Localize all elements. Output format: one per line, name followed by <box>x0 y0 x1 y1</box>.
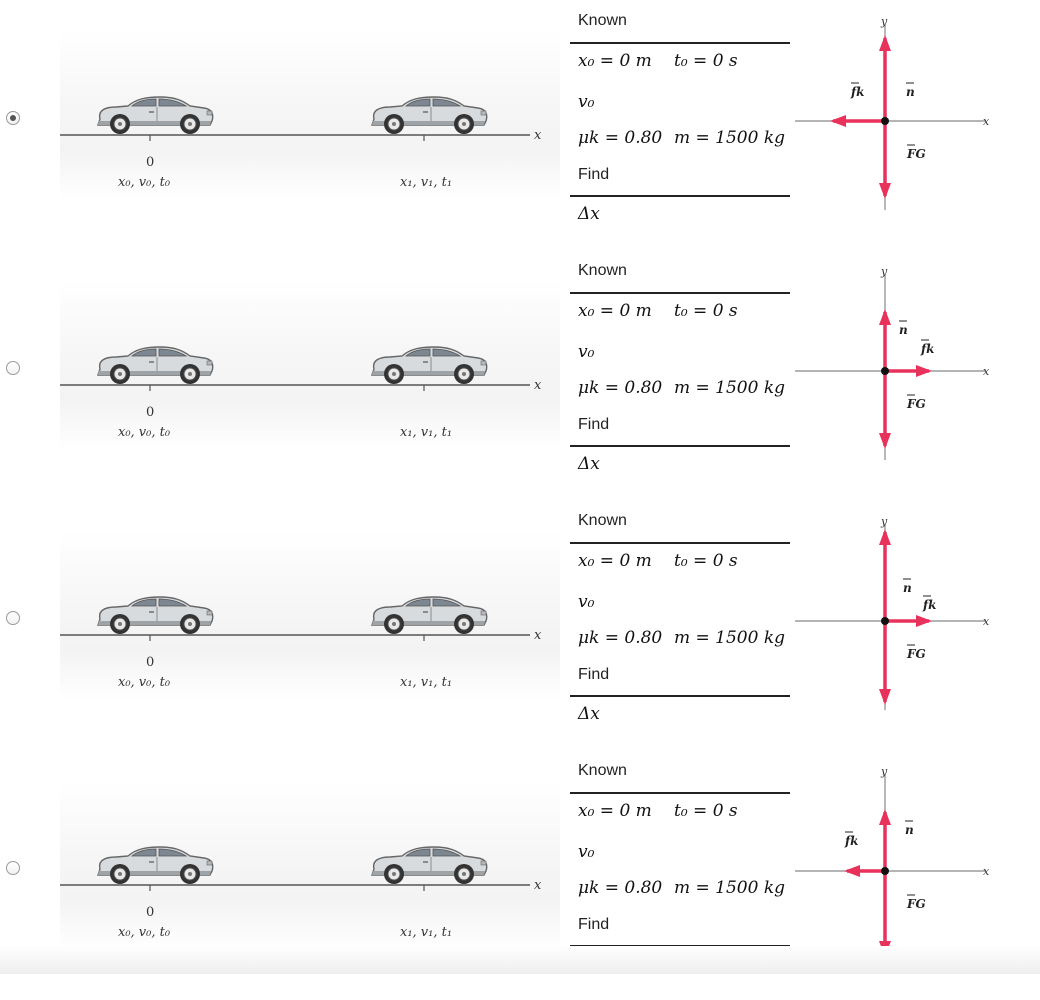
fbd-x-label: x <box>983 865 990 878</box>
gravity-force-arrow <box>879 871 891 957</box>
known-find-table <box>570 250 790 480</box>
fbd-y-label: y <box>881 515 888 528</box>
delta-x-value: Δx <box>578 204 600 224</box>
mass-value: m = 1500 kg <box>674 378 786 398</box>
radio-option-d[interactable] <box>6 861 20 875</box>
delta-x-value: Δx <box>578 454 600 474</box>
friction-force-label: fk <box>923 598 937 612</box>
fbd-x-label: x <box>983 365 990 378</box>
x0-value: x₀ = 0 m <box>578 551 652 571</box>
gravity-force-label: FG <box>907 397 926 411</box>
t0-value: t₀ = 0 s <box>674 551 738 571</box>
free-body-diagram-drawing <box>795 760 995 960</box>
car-initial <box>98 597 213 634</box>
car-final <box>372 847 487 884</box>
free-body-diagram-drawing <box>795 260 995 460</box>
x-axis-label: x <box>534 628 542 643</box>
find-divider <box>570 195 790 197</box>
gravity-force-arrow <box>879 621 891 705</box>
motion-diagram <box>60 30 560 200</box>
delta-x-value: Δx <box>578 704 600 724</box>
initial-state-label: x₀, v₀, t₀ <box>118 425 171 440</box>
normal-force-label: n <box>903 581 912 595</box>
car-final <box>372 597 487 634</box>
fbd-object-dot <box>881 867 889 875</box>
t0-value: t₀ = 0 s <box>674 51 738 71</box>
motion-diagram <box>60 530 560 700</box>
fbd-y-label: y <box>881 265 888 278</box>
x0-value: x₀ = 0 m <box>578 801 652 821</box>
origin-label: 0 <box>146 905 155 920</box>
known-find-table <box>570 0 790 230</box>
find-divider <box>570 695 790 697</box>
x-axis-label: x <box>534 878 542 893</box>
motion-diagram-drawing <box>60 780 560 950</box>
car-initial <box>98 847 213 884</box>
free-body-diagram <box>795 10 995 210</box>
friction-force-arrow <box>885 365 932 377</box>
normal-force-label: n <box>905 823 914 837</box>
motion-diagram-drawing <box>60 530 560 700</box>
x-axis-label: x <box>534 378 542 393</box>
gravity-force-arrow <box>879 371 891 449</box>
initial-state-label: x₀, v₀, t₀ <box>118 675 171 690</box>
free-body-diagram-drawing <box>795 10 995 210</box>
final-state-label: x₁, v₁, t₁ <box>400 175 453 190</box>
mass-value: m = 1500 kg <box>674 628 786 648</box>
gravity-force-label: FG <box>907 147 926 161</box>
motion-diagram <box>60 280 560 450</box>
find-header: Find <box>578 416 610 433</box>
initial-state-label: x₀, v₀, t₀ <box>118 175 171 190</box>
free-body-diagram <box>795 510 995 710</box>
answer-option-b <box>0 250 1040 500</box>
x-axis-label: x <box>534 128 542 143</box>
fbd-x-label: x <box>983 615 990 628</box>
mass-value: m = 1500 kg <box>674 128 786 148</box>
friction-force-arrow <box>830 115 885 127</box>
known-divider <box>570 292 790 294</box>
mu-k-value: μk = 0.80 <box>578 878 663 898</box>
gravity-force-arrow <box>879 121 891 199</box>
known-header: Known <box>578 262 627 279</box>
t0-value: t₀ = 0 s <box>674 301 738 321</box>
car-final <box>372 347 487 384</box>
friction-force-label: fk <box>851 85 865 99</box>
page-bottom-fade <box>0 946 1040 974</box>
find-header: Find <box>578 166 610 183</box>
radio-selected-dot <box>10 115 16 121</box>
origin-label: 0 <box>146 405 155 420</box>
origin-label: 0 <box>146 655 155 670</box>
mass-value: m = 1500 kg <box>674 878 786 898</box>
motion-diagram-drawing <box>60 30 560 200</box>
mu-k-value: μk = 0.80 <box>578 628 663 648</box>
normal-force-label: n <box>906 85 915 99</box>
radio-option-b[interactable] <box>6 361 20 375</box>
normal-force-arrow <box>879 809 891 871</box>
car-final <box>372 97 487 134</box>
final-state-label: x₁, v₁, t₁ <box>400 925 453 940</box>
friction-force-label: fk <box>921 342 935 356</box>
known-divider <box>570 42 790 44</box>
known-header: Known <box>578 12 627 29</box>
free-body-diagram <box>795 760 995 960</box>
mu-k-value: μk = 0.80 <box>578 128 663 148</box>
answer-option-a <box>0 0 1040 250</box>
known-divider <box>570 542 790 544</box>
t0-value: t₀ = 0 s <box>674 801 738 821</box>
motion-diagram <box>60 780 560 950</box>
gravity-force-label: FG <box>907 897 926 911</box>
x0-value: x₀ = 0 m <box>578 301 652 321</box>
known-header: Known <box>578 512 627 529</box>
friction-force-label: fk <box>845 834 859 848</box>
fbd-x-label: x <box>983 115 990 128</box>
normal-force-label: n <box>899 323 908 337</box>
v0-value: v₀ <box>578 342 595 362</box>
normal-force-arrow <box>879 529 891 621</box>
initial-state-label: x₀, v₀, t₀ <box>118 925 171 940</box>
find-header: Find <box>578 916 610 933</box>
v0-value: v₀ <box>578 592 595 612</box>
radio-option-c[interactable] <box>6 611 20 625</box>
find-divider <box>570 445 790 447</box>
v0-value: v₀ <box>578 92 595 112</box>
v0-value: v₀ <box>578 842 595 862</box>
free-body-diagram-drawing <box>795 510 995 710</box>
fbd-y-label: y <box>881 765 888 778</box>
free-body-diagram <box>795 260 995 460</box>
final-state-label: x₁, v₁, t₁ <box>400 675 453 690</box>
final-state-label: x₁, v₁, t₁ <box>400 425 453 440</box>
radio-option-a[interactable] <box>6 111 20 125</box>
car-initial <box>98 347 213 384</box>
normal-force-arrow <box>879 35 891 121</box>
mu-k-value: μk = 0.80 <box>578 378 663 398</box>
find-header: Find <box>578 666 610 683</box>
friction-force-arrow <box>885 615 932 627</box>
origin-label: 0 <box>146 155 155 170</box>
gravity-force-label: FG <box>907 647 926 661</box>
friction-force-arrow <box>844 865 885 877</box>
fbd-object-dot <box>881 617 889 625</box>
fbd-object-dot <box>881 367 889 375</box>
fbd-object-dot <box>881 117 889 125</box>
car-initial <box>98 97 213 134</box>
known-header: Known <box>578 762 627 779</box>
normal-force-arrow <box>879 309 891 371</box>
answer-option-c <box>0 500 1040 750</box>
fbd-y-label: y <box>881 15 888 28</box>
known-divider <box>570 792 790 794</box>
x0-value: x₀ = 0 m <box>578 51 652 71</box>
motion-diagram-drawing <box>60 280 560 450</box>
known-find-table <box>570 500 790 730</box>
